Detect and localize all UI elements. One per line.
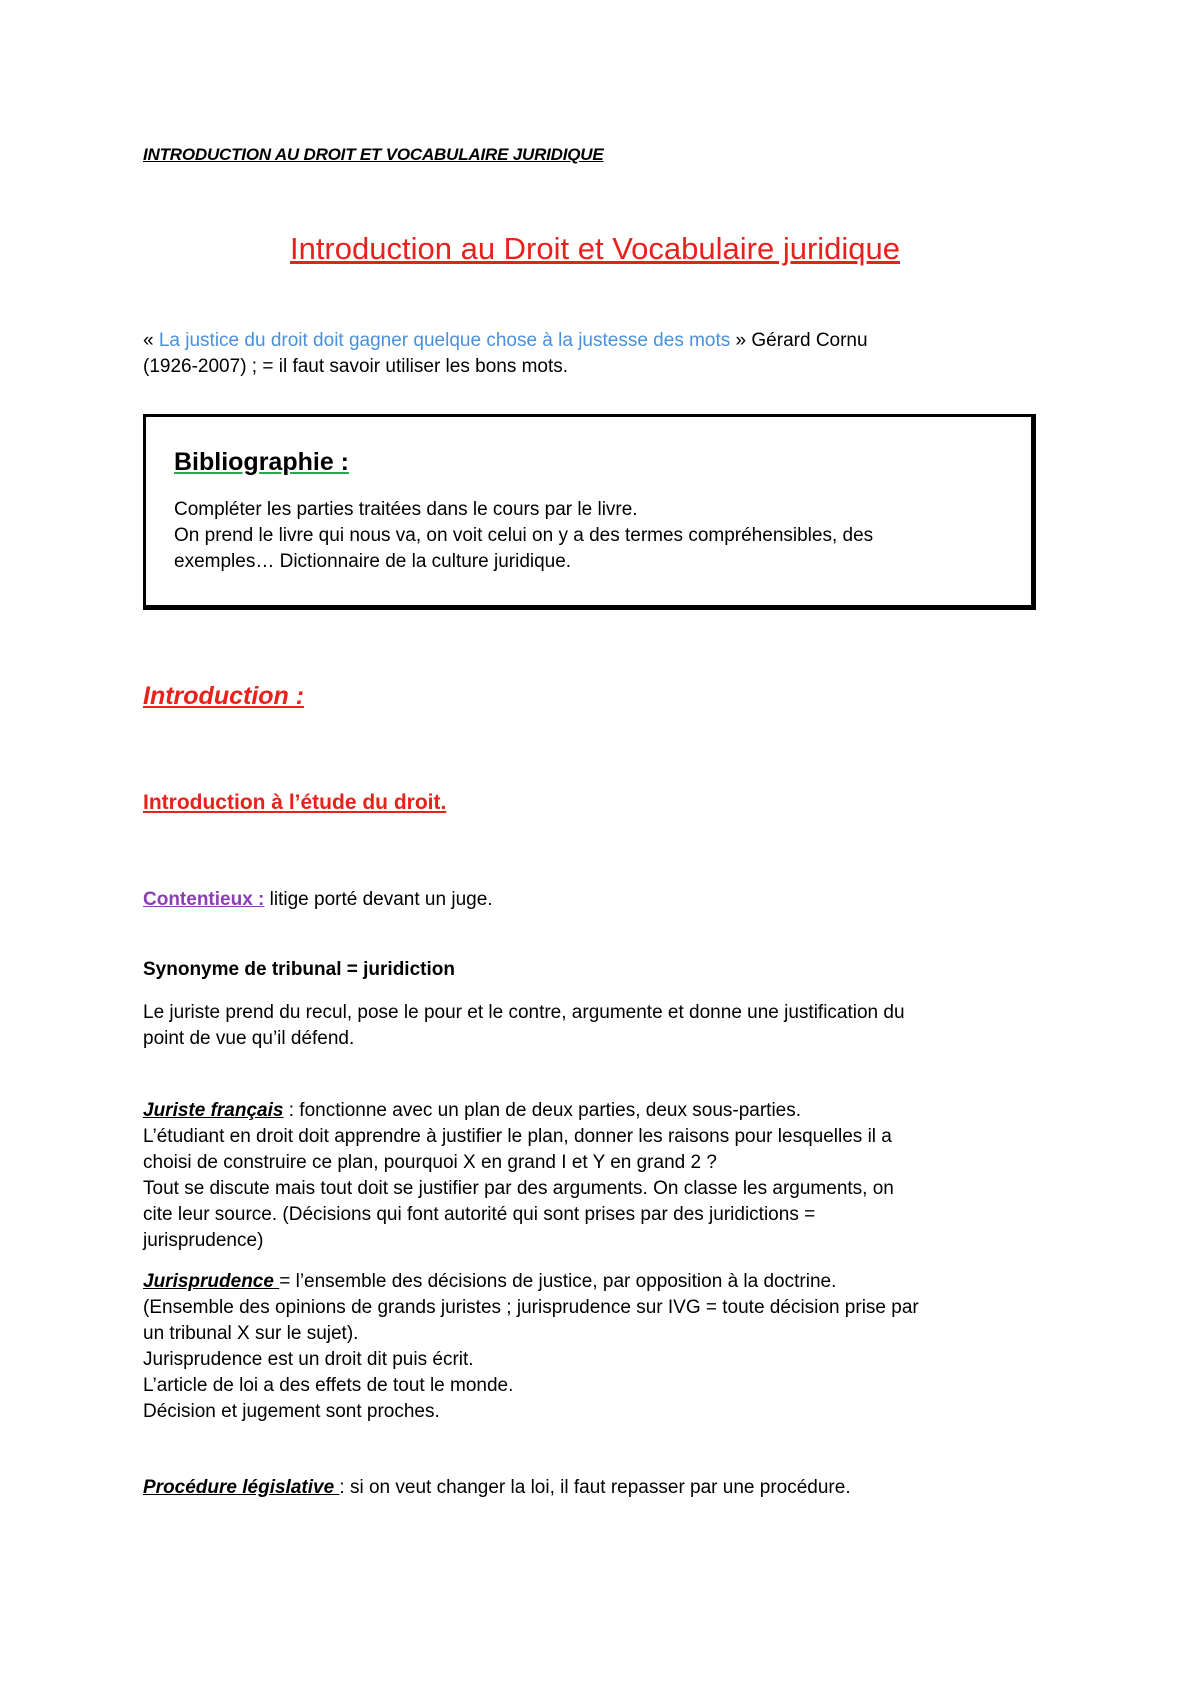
paragraph-line: = l’ensemble des décisions de justice, par opposition à la doctrine. — [279, 1271, 837, 1292]
bibliography-body — [174, 497, 1024, 575]
paragraph-line: : si on veut changer la loi, il faut repasser par une procédure. — [339, 1477, 851, 1498]
header-title: INTRODUCTION AU DROIT ET VOCABULAIRE JURIDIQUE — [143, 145, 604, 164]
bibliography-line: Compléter les parties traitées dans le cours par le livre. — [174, 499, 638, 520]
quote-paragraph — [143, 328, 1073, 380]
term-juriste-francais: Juriste français — [143, 1100, 284, 1121]
definition-contentieux — [143, 887, 493, 913]
paragraph-juriste-recul — [143, 1000, 1073, 1052]
bibliography-title: Bibliographie : — [174, 448, 349, 476]
term-jurisprudence: Jurisprudence — [143, 1271, 280, 1292]
main-title: Introduction au Droit et Vocabulaire juridique — [289, 231, 901, 266]
bibliography-box — [143, 414, 1036, 610]
paragraph-juriste-francais — [143, 1098, 1073, 1254]
paragraph-line: Le juriste prend du recul, pose le pour et le contre, argumente et donne une justification du — [143, 1002, 905, 1023]
bibliography-line: On prend le livre qui nous va, on voit celui on y a des termes compréhensibles, des — [174, 525, 874, 546]
paragraph-jurisprudence — [143, 1269, 1073, 1425]
section-heading-etude: Introduction à l’étude du droit. — [143, 791, 447, 814]
paragraph-line: (Ensemble des opinions de grands juristes ; jurisprudence sur IVG = toute décision prise par — [143, 1297, 919, 1318]
term-contentieux: Contentieux : — [143, 889, 265, 910]
paragraph-line: : fonctionne avec un plan de deux parties, deux sous-parties. — [283, 1100, 802, 1121]
paragraph-line: un tribunal X sur le sujet). — [143, 1323, 359, 1344]
paragraph-line: L’article de loi a des effets de tout le monde. — [143, 1375, 514, 1396]
paragraph-line: L’étudiant en droit doit apprendre à justifier le plan, donner les raisons pour lesquelles il a — [143, 1126, 892, 1147]
bibliography-line: exemples… Dictionnaire de la culture juridique. — [174, 551, 572, 572]
definition-text: litige porté devant un juge. — [264, 889, 493, 910]
synonyme-line: Synonyme de tribunal = juridiction — [143, 959, 455, 980]
section-heading-introduction: Introduction : — [143, 682, 305, 710]
quote-line2: (1926-2007) ; = il faut savoir utiliser les bons mots. — [143, 356, 569, 377]
paragraph-line: jurisprudence) — [143, 1230, 264, 1251]
paragraph-procedure — [143, 1475, 1073, 1501]
quote-author: » Gérard Cornu — [730, 330, 868, 351]
paragraph-line: Tout se discute mais tout doit se justifier par des arguments. On classe les arguments, on — [143, 1178, 894, 1199]
paragraph-line: cite leur source. (Décisions qui font autorité qui sont prises par des juridictions = — [143, 1204, 816, 1225]
paragraph-line: point de vue qu’il défend. — [143, 1028, 355, 1049]
paragraph-line: Jurisprudence est un droit dit puis écrit. — [143, 1349, 474, 1370]
quote-open: « — [143, 330, 159, 351]
paragraph-line: choisi de construire ce plan, pourquoi X en grand I et Y en grand 2 ? — [143, 1152, 717, 1173]
quote-citation: La justice du droit doit gagner quelque chose à la justesse des mots — [158, 330, 731, 351]
paragraph-line: Décision et jugement sont proches. — [143, 1401, 440, 1422]
term-procedure-legislative: Procédure législative — [143, 1477, 340, 1498]
